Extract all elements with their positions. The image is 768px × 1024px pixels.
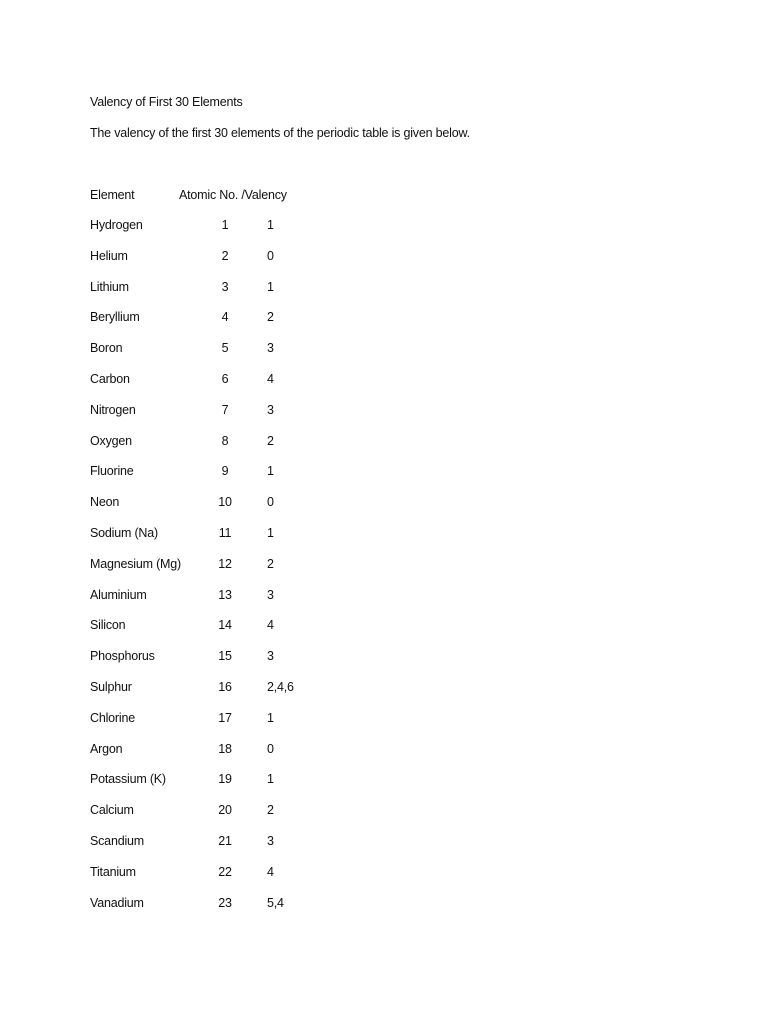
- element-name: Hydrogen: [90, 218, 143, 232]
- atomic-number: 7: [221, 402, 229, 417]
- element-name: Silicon: [90, 618, 126, 633]
- valency-value: 5,4: [267, 895, 284, 910]
- element-name: Lithium: [90, 279, 129, 294]
- atomic-number: 8: [221, 433, 229, 448]
- table-row: [90, 588, 390, 619]
- document-title: Valency of First 30 Elements: [90, 95, 243, 109]
- atomic-number: 1: [221, 218, 229, 232]
- valency-value: 1: [267, 710, 274, 725]
- table-row: [90, 403, 390, 434]
- atomic-number: 23: [218, 895, 232, 910]
- valency-value: 3: [267, 402, 274, 417]
- valency-value: 2: [267, 433, 274, 448]
- element-name: Carbon: [90, 371, 130, 386]
- element-name: Nitrogen: [90, 402, 136, 417]
- atomic-number: 18: [218, 741, 232, 756]
- atomic-number: 22: [218, 864, 232, 879]
- element-name: Potassium (K): [90, 772, 166, 787]
- atomic-number: 10: [218, 495, 232, 510]
- table-row: [90, 557, 390, 588]
- atomic-number: 21: [218, 833, 232, 848]
- element-name: Boron: [90, 341, 123, 356]
- atomic-number: 13: [218, 587, 232, 602]
- valency-value: 1: [267, 279, 274, 294]
- table-row: [90, 280, 390, 311]
- element-name: Neon: [90, 495, 120, 510]
- header-atomic-valency: Atomic No. /Valency: [179, 188, 287, 202]
- valency-value: 3: [267, 833, 274, 848]
- valency-value: 3: [267, 587, 274, 602]
- table-row: [90, 464, 390, 495]
- table-row: [90, 434, 390, 465]
- element-name: Phosphorus: [90, 649, 155, 664]
- table-row: [90, 711, 390, 742]
- table-row: [90, 495, 390, 526]
- element-name: Chlorine: [90, 710, 135, 725]
- table-row: [90, 803, 390, 834]
- table-row: [90, 218, 390, 249]
- table-row: [90, 834, 390, 865]
- valency-value: 2: [267, 556, 274, 571]
- atomic-number: 19: [218, 772, 232, 787]
- table-row: [90, 310, 390, 341]
- valency-value: 3: [267, 649, 274, 664]
- atomic-number: 3: [221, 279, 229, 294]
- element-name: Beryllium: [90, 310, 140, 325]
- valency-value: 2: [267, 310, 274, 325]
- table-row: [90, 896, 390, 927]
- valency-value: 4: [267, 371, 274, 386]
- table-row: [90, 772, 390, 803]
- element-name: Aluminium: [90, 587, 147, 602]
- table-row: [90, 865, 390, 896]
- element-name: Vanadium: [90, 895, 144, 910]
- atomic-number: 4: [221, 310, 229, 325]
- table-row: [90, 649, 390, 680]
- table-row: [90, 372, 390, 403]
- valency-value: 0: [267, 248, 274, 263]
- atomic-number: 2: [221, 248, 229, 263]
- element-name: Sodium (Na): [90, 525, 158, 540]
- table-row: [90, 680, 390, 711]
- valency-value: 0: [267, 741, 274, 756]
- valency-value: 1: [267, 525, 274, 540]
- header-element: Element: [90, 188, 135, 202]
- atomic-number: 20: [218, 803, 232, 818]
- atomic-number: 17: [218, 710, 232, 725]
- atomic-number: 5: [221, 341, 229, 356]
- valency-value: 4: [267, 864, 274, 879]
- atomic-number: 14: [218, 618, 232, 633]
- atomic-number: 6: [221, 371, 229, 386]
- valency-value: 1: [267, 772, 274, 787]
- valency-value: 1: [267, 464, 274, 479]
- table-header: [90, 188, 390, 204]
- element-name: Magnesium (Mg): [90, 556, 181, 571]
- element-name: Calcium: [90, 803, 134, 818]
- valency-value: 4: [267, 618, 274, 633]
- element-name: Helium: [90, 248, 128, 263]
- atomic-number: 9: [221, 464, 229, 479]
- element-name: Sulphur: [90, 679, 132, 694]
- table-row: [90, 249, 390, 280]
- valency-value: 0: [267, 495, 274, 510]
- atomic-number: 11: [218, 525, 232, 540]
- element-name: Argon: [90, 741, 123, 756]
- element-name: Titanium: [90, 864, 136, 879]
- element-name: Oxygen: [90, 433, 132, 448]
- table-row: [90, 618, 390, 649]
- atomic-number: 16: [218, 679, 232, 694]
- element-list: [90, 218, 390, 926]
- table-row: [90, 526, 390, 557]
- valency-value: 2,4,6: [267, 679, 294, 694]
- document-intro: The valency of the first 30 elements of the periodic table is given below.: [90, 126, 470, 140]
- atomic-number: 15: [218, 649, 232, 664]
- valency-value: 3: [267, 341, 274, 356]
- valency-value: 1: [267, 218, 274, 232]
- element-name: Fluorine: [90, 464, 134, 479]
- table-row: [90, 742, 390, 773]
- element-name: Scandium: [90, 833, 144, 848]
- valency-value: 2: [267, 803, 274, 818]
- table-row: [90, 341, 390, 372]
- atomic-number: 12: [218, 556, 232, 571]
